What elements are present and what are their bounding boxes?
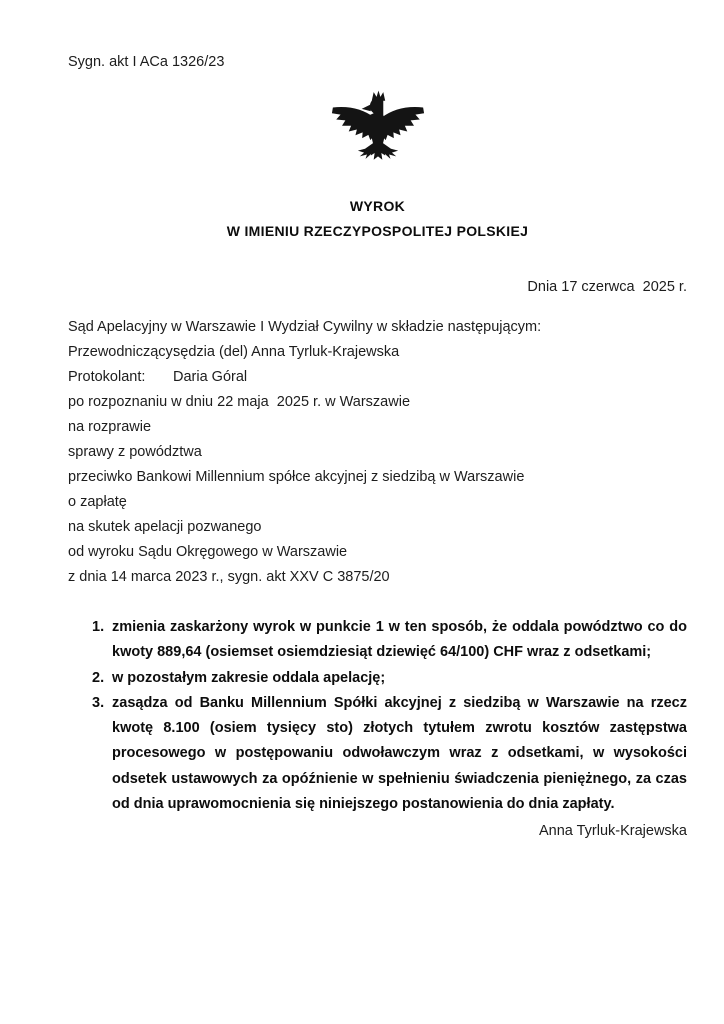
role-value: sędzia (del) Anna Tyrluk-Krajewska <box>173 344 400 360</box>
case-detail-line: na skutek apelacji pozwanego <box>68 519 262 535</box>
ruling-number: 2. <box>92 669 105 686</box>
judgment-title: WYROK <box>349 198 406 214</box>
emblem-container <box>68 89 687 172</box>
ruling-list <box>68 615 687 817</box>
title-block <box>68 194 687 244</box>
case-detail-line: od wyroku Sądu Okręgowego w Warszawie <box>68 544 348 560</box>
case-detail-line: o zapłatę <box>68 494 127 510</box>
ruling-number: 1. <box>92 619 105 635</box>
case-detail-line: z dnia 14 marca 2023 r., sygn. akt XXV C 3875/20 <box>68 569 390 585</box>
role-row-presiding <box>68 340 687 365</box>
ruling-item-3 <box>92 691 687 817</box>
ruling-item-2 <box>92 666 687 691</box>
case-detail-line: po rozpoznaniu w dniu 22 maja 2025 r. w Warszawie <box>68 394 411 410</box>
role-row-recorder <box>68 365 687 390</box>
case-detail-line: na rozprawie <box>68 419 152 435</box>
court-composition-line: Sąd Apelacyjny w Warszawie I Wydział Cywilny w składzie następującym: <box>68 319 542 335</box>
judge-signature: Anna Tyrluk-Krajewska <box>538 823 687 840</box>
role-label: Protokolant: <box>68 369 146 385</box>
judgment-date: Dnia 17 czerwca 2025 r. <box>527 279 687 295</box>
ruling-text: zmienia zaskarżony wyrok w punkcie 1 w ten sposób, że oddala powództwo co do kwoty 889,64 (osiemset osiemdziesiąt dziewięć 64/100) CHF wraz z odsetkami; <box>112 619 687 661</box>
ruling-text: zasądza od Banku Millennium Spółki akcyjnej z siedzibą w Warszawie na rzecz kwotę 8.100 (osiem tysięcy sto) złotych tytułem zwrotu kosztów zastępstwa procesowego w postępowaniu odwoławczym wraz z odsetkami, w wysokości odsetek ustawowych za opóźnienie w spełnieniu świadczenia pieniężnego, za czas od dnia uprawomocnienia się niniejszego postanowienia do dnia zapłaty. <box>112 694 687 813</box>
role-value: Daria Góral <box>173 369 248 385</box>
coat-of-arms-eagle-icon <box>330 89 426 172</box>
judgment-subtitle: W IMIENIU RZECZYPOSPOLITEJ POLSKIEJ <box>226 223 529 239</box>
case-number: Sygn. akt I ACa 1326/23 <box>68 54 225 70</box>
ruling-item-1 <box>92 615 687 666</box>
ruling-number: 3. <box>92 694 105 711</box>
ruling-text: w pozostałym zakresie oddala apelację; <box>112 669 386 686</box>
role-label: Przewodniczący: <box>68 344 177 360</box>
case-detail-line: przeciwko Bankowi Millennium spółce akcyjnej z siedzibą w Warszawie <box>68 469 525 485</box>
case-detail-line: sprawy z powództwa <box>68 444 202 460</box>
case-intro <box>68 315 687 590</box>
